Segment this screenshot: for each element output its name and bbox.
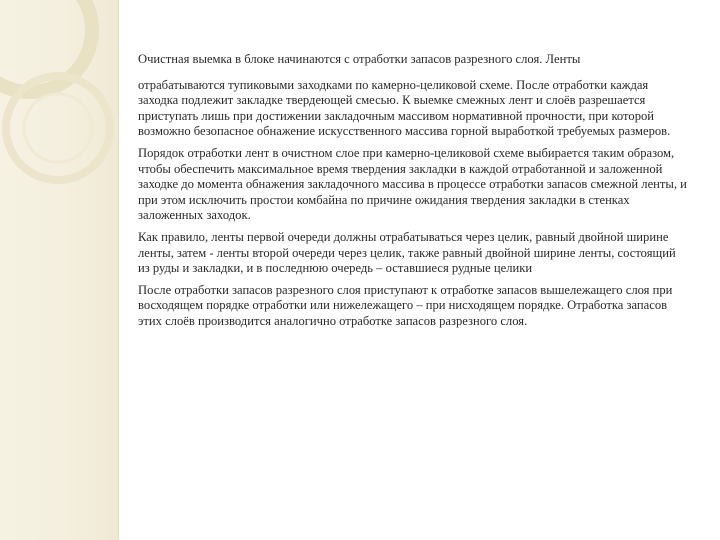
decorative-side-panel [0, 0, 118, 540]
paragraph-2: отрабатываются тупиковыми заходками по камерно-целиковой схеме. После отработки каждая заходка подлежит закладке твердеющей смесью. К выемке смежных лент и слоёв разрешается приступать лишь при достижении закладочным массивом нормативной прочности, при которой возможно безопасное обнажение искусственного массива горной выработкой требуемых размеров. [138, 77, 671, 139]
paragraph-3: Порядок отработки лент в очистном слое при камерно-целиковой схеме выбирается таким образом, чтобы обеспечить максимальное время твердения закладки в каждой отработанной и заложенной заходке до момента обнажения закладочного массива в процессе отработки запасов смежной ленты, и при этом исключить простои комбайна по причине ожидания твердения закладки в стенках заложенных заходок. [138, 145, 687, 223]
inner-ring-icon [24, 94, 92, 162]
slide-body-text [138, 52, 690, 336]
circle-ornament-icon [0, 0, 118, 540]
paragraph-5: После отработки запасов разрезного слоя приступают к отработке запасов вышележащего слоя при восходящем порядке отработки или нижележащего – при нисходящем порядке. Отработка запасов этих слоёв производится аналогично отработке запасов разрезного слоя. [138, 282, 673, 328]
paragraph-1: Очистная выемка в блоке начинаются с отработки запасов разрезного слоя. Ленты [138, 52, 581, 66]
panel-divider [118, 0, 119, 540]
paragraph-4: Как правило, ленты первой очереди должны отрабатываться через целик, равный двойной ширине ленты, затем - ленты второй очереди через целик, также равный двойной ширине ленты, состоящий из руды и закладки, и в последнюю очередь – оставшиеся рудные целики [138, 229, 676, 276]
